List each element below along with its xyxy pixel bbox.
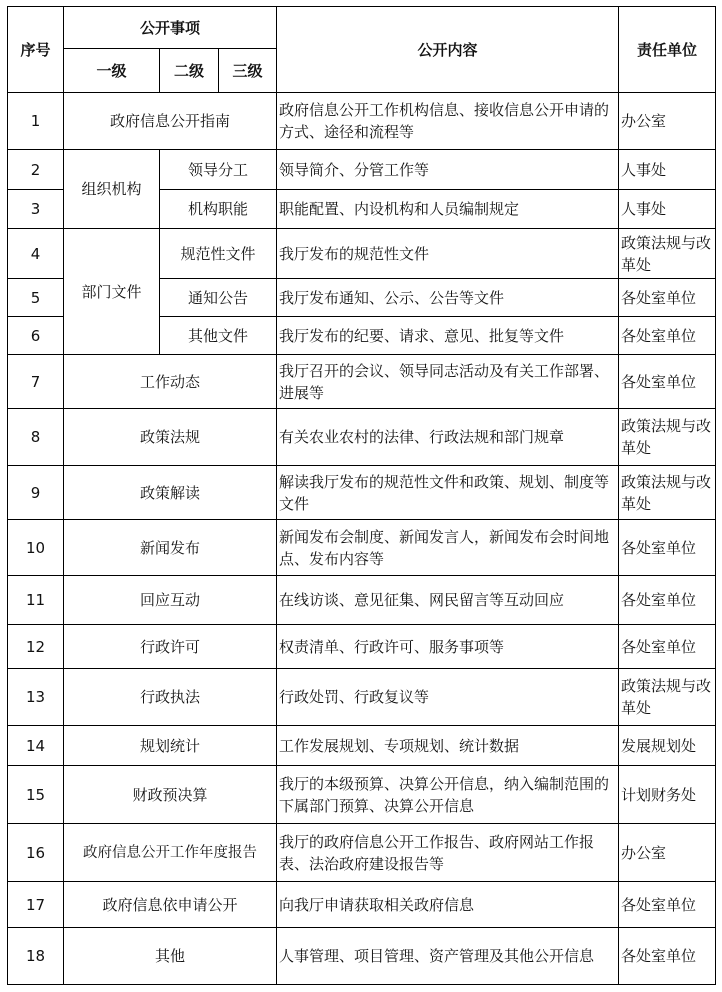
row-content: 我厅召开的会议、领导同志活动及有关工作部署、进展等 — [277, 355, 619, 409]
row-unit: 办公室 — [619, 93, 716, 150]
row-unit: 各处室单位 — [619, 625, 716, 669]
row-unit: 各处室单位 — [619, 355, 716, 409]
row-content: 新闻发布会制度、新闻发言人，新闻发布会时间地点、发布内容等 — [277, 520, 619, 576]
header-row — [8, 7, 716, 49]
row-content: 在线访谈、意见征集、网民留言等互动回应 — [277, 576, 619, 625]
table-row — [8, 766, 716, 824]
row-number: 13 — [8, 669, 64, 726]
table-row — [8, 93, 716, 150]
row-unit: 各处室单位 — [619, 279, 716, 317]
table-row — [8, 928, 716, 985]
row-unit: 人事处 — [619, 190, 716, 229]
row-number: 11 — [8, 576, 64, 625]
row-number: 12 — [8, 625, 64, 669]
row-number: 2 — [8, 150, 64, 190]
row-content: 政府信息公开工作机构信息、接收信息公开申请的方式、途径和流程等 — [277, 93, 619, 150]
row-level2: 通知公告 — [160, 279, 277, 317]
row-number: 10 — [8, 520, 64, 576]
row-level2: 其他文件 — [160, 317, 277, 355]
row-content: 我厅发布的规范性文件 — [277, 229, 619, 279]
row-item: 新闻发布 — [64, 520, 277, 576]
header-level2: 二级 — [160, 49, 219, 93]
table-row — [8, 882, 716, 928]
row-unit: 各处室单位 — [619, 928, 716, 985]
row-unit: 政策法规与改革处 — [619, 409, 716, 466]
row-number: 1 — [8, 93, 64, 150]
row-number: 4 — [8, 229, 64, 279]
row-item: 其他 — [64, 928, 277, 985]
row-level2: 规范性文件 — [160, 229, 277, 279]
table-row — [8, 355, 716, 409]
disclosure-table — [7, 6, 716, 985]
row-number: 17 — [8, 882, 64, 928]
row-level1: 组织机构 — [64, 150, 160, 229]
header-level1: 一级 — [64, 49, 160, 93]
header-content: 公开内容 — [277, 7, 619, 93]
row-unit: 发展规划处 — [619, 726, 716, 766]
header-seq: 序号 — [8, 7, 64, 93]
row-content: 有关农业农村的法律、行政法规和部门规章 — [277, 409, 619, 466]
row-item: 回应互动 — [64, 576, 277, 625]
row-unit: 政策法规与改革处 — [619, 229, 716, 279]
row-level1: 部门文件 — [64, 229, 160, 355]
header-items: 公开事项 — [64, 7, 277, 49]
row-content: 向我厅申请获取相关政府信息 — [277, 882, 619, 928]
row-content: 人事管理、项目管理、资产管理及其他公开信息 — [277, 928, 619, 985]
row-item: 财政预决算 — [64, 766, 277, 824]
row-item: 政府信息公开指南 — [64, 93, 277, 150]
row-unit: 各处室单位 — [619, 576, 716, 625]
row-content: 行政处罚、行政复议等 — [277, 669, 619, 726]
row-content: 我厅的本级预算、决算公开信息，纳入编制范围的下属部门预算、决算公开信息 — [277, 766, 619, 824]
row-item: 政府信息依申请公开 — [64, 882, 277, 928]
header-level3: 三级 — [219, 49, 277, 93]
table-row — [8, 466, 716, 520]
row-number: 15 — [8, 766, 64, 824]
row-unit: 政策法规与改革处 — [619, 466, 716, 520]
table-row — [8, 669, 716, 726]
row-number: 6 — [8, 317, 64, 355]
row-number: 8 — [8, 409, 64, 466]
row-unit: 计划财务处 — [619, 766, 716, 824]
row-level2: 机构职能 — [160, 190, 277, 229]
row-item: 行政许可 — [64, 625, 277, 669]
row-unit: 人事处 — [619, 150, 716, 190]
row-content: 工作发展规划、专项规划、统计数据 — [277, 726, 619, 766]
row-unit: 政策法规与改革处 — [619, 669, 716, 726]
row-item: 政策法规 — [64, 409, 277, 466]
row-item: 行政执法 — [64, 669, 277, 726]
table-row — [8, 520, 716, 576]
row-item: 政府信息公开工作年度报告 — [64, 824, 277, 882]
row-unit: 办公室 — [619, 824, 716, 882]
row-content: 我厅的政府信息公开工作报告、政府网站工作报表、法治政府建设报告等 — [277, 824, 619, 882]
row-number: 9 — [8, 466, 64, 520]
row-item: 政策解读 — [64, 466, 277, 520]
row-item: 规划统计 — [64, 726, 277, 766]
row-number: 16 — [8, 824, 64, 882]
row-unit: 各处室单位 — [619, 520, 716, 576]
row-number: 14 — [8, 726, 64, 766]
table-row — [8, 409, 716, 466]
row-level2: 领导分工 — [160, 150, 277, 190]
row-content: 领导简介、分管工作等 — [277, 150, 619, 190]
row-content: 解读我厅发布的规范性文件和政策、规划、制度等文件 — [277, 466, 619, 520]
row-unit: 各处室单位 — [619, 317, 716, 355]
table-row — [8, 824, 716, 882]
table-row — [8, 576, 716, 625]
row-content: 我厅发布通知、公示、公告等文件 — [277, 279, 619, 317]
row-number: 3 — [8, 190, 64, 229]
table-row — [8, 150, 716, 190]
row-unit: 各处室单位 — [619, 882, 716, 928]
row-item: 工作动态 — [64, 355, 277, 409]
table-row — [8, 229, 716, 279]
row-number: 5 — [8, 279, 64, 317]
table-row — [8, 625, 716, 669]
header-unit: 责任单位 — [619, 7, 716, 93]
table-row — [8, 726, 716, 766]
row-number: 7 — [8, 355, 64, 409]
row-content: 权责清单、行政许可、服务事项等 — [277, 625, 619, 669]
row-content: 我厅发布的纪要、请求、意见、批复等文件 — [277, 317, 619, 355]
row-number: 18 — [8, 928, 64, 985]
row-content: 职能配置、内设机构和人员编制规定 — [277, 190, 619, 229]
